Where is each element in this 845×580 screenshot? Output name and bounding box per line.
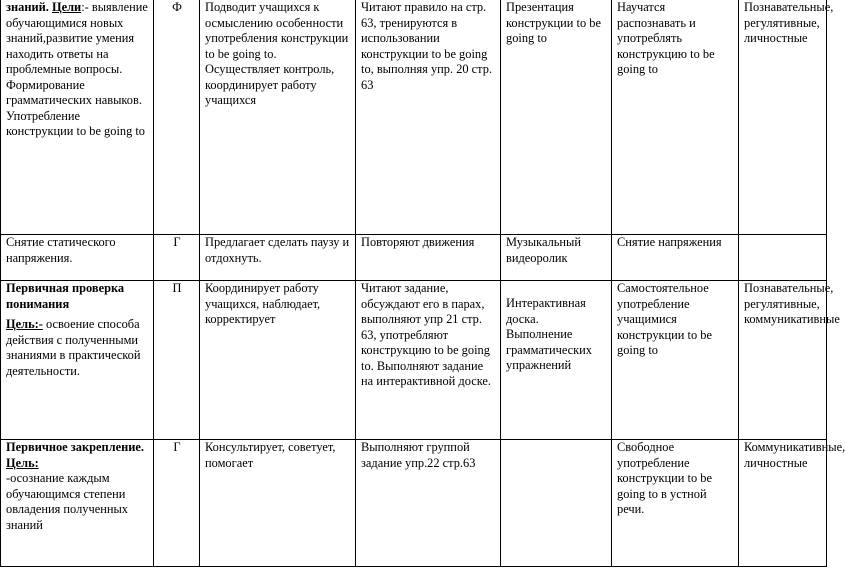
tools-cell (501, 440, 612, 567)
student-activity-cell: Читают задание, обсуждают его в парах, выполняют упр 21 стр. 63, употребляют конструкцию to be going to. Выполняют задание на интерактивной доске. (356, 281, 501, 440)
teacher-activity-cell: Подводит учащихся к осмыслению особенности употребления конструкции to be going to. Осуществляет контроль, координирует работу учащихся (200, 0, 356, 235)
form-type-cell: П (154, 281, 200, 440)
tools-cell: Презентация конструкции to be going to (501, 0, 612, 235)
tools-text: Интерактивная доска. Выполнение грамматических упражнений (506, 296, 592, 372)
form-type-cell: Г (154, 235, 200, 281)
stage-cell: Снятие статического напряжения. (1, 235, 154, 281)
stage-title: Первичное закрепление. (6, 440, 144, 454)
table-row (1, 0, 827, 235)
stage-cell (1, 281, 154, 440)
table-row (1, 281, 827, 440)
uud-cell: Познавательные, регулятивные, личностные (739, 0, 827, 235)
form-type-cell: Ф (154, 0, 200, 235)
uud-cell (739, 235, 827, 281)
uud-cell: Коммуникативные, личностные (739, 440, 827, 567)
teacher-activity-cell: Координирует работу учащихся, наблюдает, корректирует (200, 281, 356, 440)
goal-text: -осознание каждым обучающимся степени овладения полученных знаний (6, 471, 128, 532)
uud-cell: Познавательные, регулятивные, коммуникативные (739, 281, 827, 440)
table-row (1, 235, 827, 281)
goal-text: освоение способа действия с полученными знаниями в практической деятельности. (6, 317, 141, 378)
student-activity-cell: Повторяют движения (356, 235, 501, 281)
results-cell: Свободное употребление конструкции to be going to в устной речи. (612, 440, 739, 567)
goal-label: Цель:- (6, 317, 43, 331)
form-type-cell: Г (154, 440, 200, 567)
student-activity-cell: Выполняют группой задание упр.22 стр.63 (356, 440, 501, 567)
tools-cell (501, 281, 612, 440)
stage-cell (1, 440, 154, 567)
goal-label: Цель: (6, 455, 39, 470)
stage-cell (1, 0, 154, 235)
stage-title: Первичная проверка понимания (6, 281, 125, 311)
goal-label: Цели (51, 0, 82, 14)
results-cell: Снятие напряжения (612, 235, 739, 281)
table-row (1, 440, 827, 567)
student-activity-cell: Читают правило на стр. 63, тренируются в использовании конструкции to be going to, выполняя упр. 20 стр. 63 (356, 0, 501, 235)
teacher-activity-cell: Предлагает сделать паузу и отдохнуть. (200, 235, 356, 281)
stage-title: знаний. (6, 0, 49, 14)
goal-text: :- выявление обучающимися новых знаний,развитие умения находить ответы на проблемные вопросы. Формирование грамматических навыков. Употребление конструкции to be going to (6, 0, 148, 138)
tools-cell: Музыкальный видеоролик (501, 235, 612, 281)
results-cell: Самостоятельное употребление учащимися конструкции to be going to (612, 281, 739, 440)
teacher-activity-cell: Консультирует, советует, помогает (200, 440, 356, 567)
results-cell: Научатся распознавать и употреблять конструкцию to be going to (612, 0, 739, 235)
